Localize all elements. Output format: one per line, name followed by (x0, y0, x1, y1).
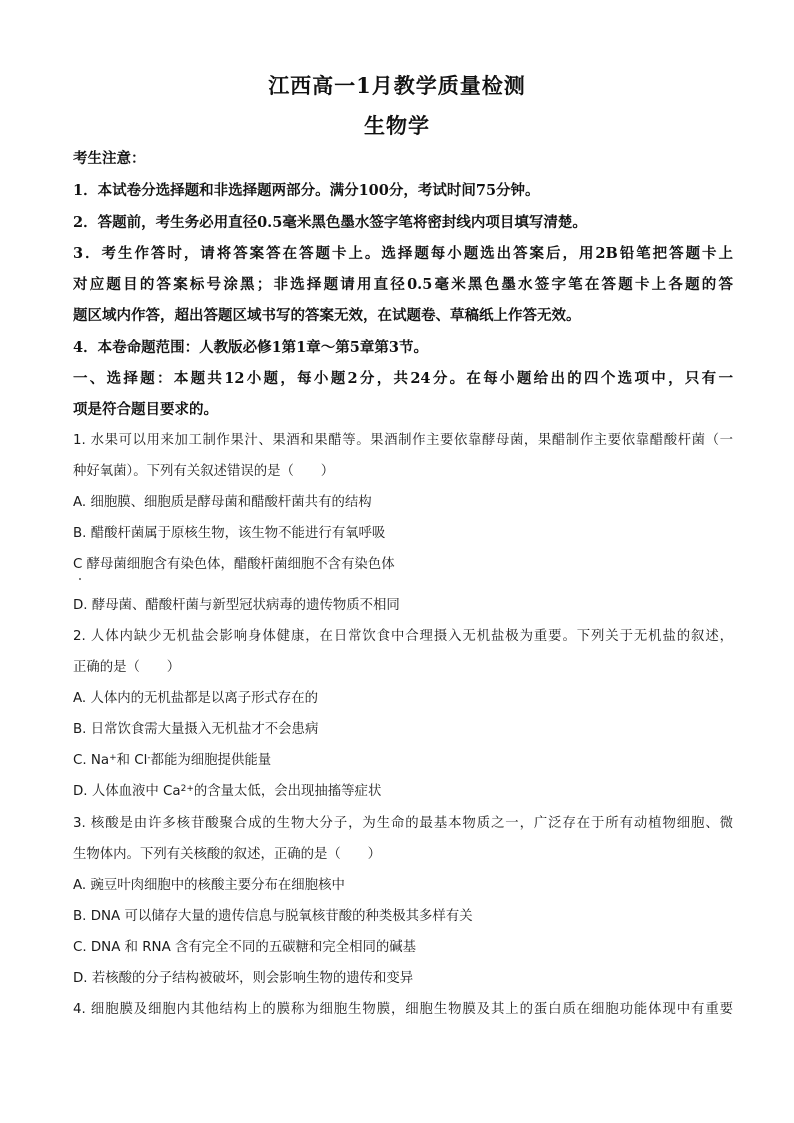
notice-item-3-line-3: 题区域内作答，超出答题区域书写的答案无效，在试题卷、草稿纸上作答无效。 (73, 307, 581, 324)
notice-heading: 考生注意： (73, 150, 146, 167)
notice-item-2: 2．答题前，考生务必用直径0.5毫米黑色墨水签字笔将密封线内项目填写清楚。 (73, 214, 587, 231)
question-3-option-d: D. 若核酸的分子结构被破坏，则会影响生物的遗传和变异 (73, 971, 414, 986)
section-heading-line-1: 一、选择题：本题共12小题，每小题2分，共24分。在每小题给出的四个选项中，只有一 (73, 370, 733, 387)
question-3-stem-line-2: 生物体内。下列有关核酸的叙述，正确的是（ ） (73, 847, 381, 862)
notice-item-3-line-1: 3．考生作答时，请将答案答在答题卡上。选择题每小题选出答案后，用2B铅笔把答题卡上 (73, 245, 733, 262)
chloride-charge: - (147, 753, 151, 763)
question-3-option-a: A. 豌豆叶肉细胞中的核酸主要分布在细胞核中 (73, 878, 345, 893)
calcium-charge: 2+ (180, 784, 194, 794)
question-1-stem-line-2: 种好氧菌）。下列有关叙述错误的是（ ） (73, 464, 335, 479)
stray-dot-mark (79, 578, 81, 580)
question-1-option-c: C 酵母菌细胞含有染色体，醋酸杆菌细胞不含有染色体 (73, 557, 395, 572)
question-3-option-b: B. DNA 可以储存大量的遗传信息与脱氧核苷酸的种类极其多样有关 (73, 909, 473, 924)
question-2-option-b: B. 日常饮食需大量摄入无机盐才不会患病 (73, 722, 319, 737)
question-1-option-d: D. 酵母菌、醋酸杆菌与新型冠状病毒的遗传物质不相同 (73, 598, 400, 613)
subject-title: 生物学 (364, 113, 430, 138)
question-2-option-d (73, 782, 733, 802)
question-1-stem-line-1: 1. 水果可以用来加工制作果汁、果酒和果醋等。果酒制作主要依靠酵母菌，果醋制作主要依靠醋酸杆菌（一 (73, 433, 733, 448)
question-3-stem-line-1: 3. 核酸是由许多核苷酸聚合成的生物大分子，为生命的最基本物质之一，广泛存在于所有动植物细胞、微 (73, 816, 733, 831)
notice-item-1: 1．本试卷分选择题和非选择题两部分。满分100分，考试时间75分钟。 (73, 182, 540, 199)
notice-item-4: 4．本卷命题范围：人教版必修1第1章～第5章第3节。 (73, 339, 428, 356)
question-2-stem-line-1: 2. 人体内缺少无机盐会影响身体健康，在日常饮食中合理摄入无机盐极为重要。下列关于无机盐的叙述， (73, 629, 733, 644)
notice-item-3-line-2: 对应题目的答案标号涂黑；非选择题请用直径0.5毫米黑色墨水签字笔在答题卡上各题的答 (73, 276, 733, 293)
question-1-option-b: B. 醋酸杆菌属于原核生物，该生物不能进行有氧呼吸 (73, 526, 386, 541)
option-d-prefix: D. 人体血液中 Ca (73, 784, 181, 799)
question-2-stem-line-2: 正确的是（ ） (73, 660, 181, 675)
option-c-prefix: C. Na (73, 753, 110, 768)
question-4-stem-line-1: 4. 细胞膜及细胞内其他结构上的膜称为细胞生物膜，细胞生物膜及其上的蛋白质在细胞功能体现中有重要 (73, 1002, 733, 1017)
exam-title: 江西高一1月教学质量检测 (268, 73, 526, 98)
question-3-option-c: C. DNA 和 RNA 含有完全不同的五碳糖和完全相同的碱基 (73, 940, 417, 955)
option-d-suffix: 的含量太低，会出现抽搐等症状 (193, 784, 382, 799)
section-heading-line-2: 项是符合题目要求的。 (73, 401, 218, 418)
question-2-option-a: A. 人体内的无机盐都是以离子形式存在的 (73, 691, 319, 706)
option-c-suffix: 都能为细胞提供能量 (150, 753, 272, 768)
question-2-option-c (73, 751, 733, 771)
question-1-option-a: A. 细胞膜、细胞质是酵母菌和醋酸杆菌共有的结构 (73, 495, 372, 510)
option-c-middle: 和 Cl (116, 753, 148, 768)
sodium-charge: + (109, 753, 117, 763)
